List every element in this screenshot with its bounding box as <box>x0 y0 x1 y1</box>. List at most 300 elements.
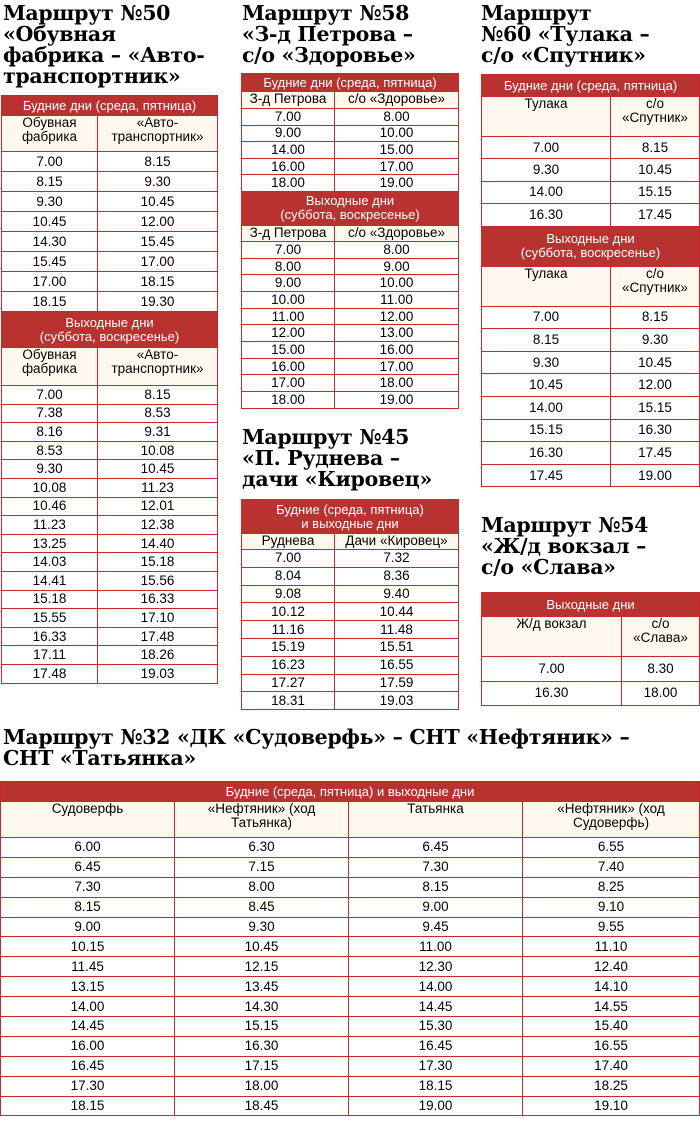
table-row <box>482 681 700 706</box>
table-row <box>1 897 700 917</box>
time-cell: 12.00 <box>98 212 218 232</box>
time-cell: 14.00 <box>242 142 335 159</box>
column-header-line: «Нефтяник» (ход <box>207 801 316 816</box>
table-row <box>482 137 700 159</box>
table-row <box>482 657 700 682</box>
time-cell: 7.00 <box>2 152 98 172</box>
column-header <box>2 116 98 152</box>
time-cell: 12.00 <box>611 374 700 397</box>
table-row <box>242 308 459 325</box>
time-cell: 17.27 <box>242 674 335 692</box>
time-cell: 7.15 <box>175 857 349 877</box>
time-cell: 18.15 <box>349 1076 523 1096</box>
time-cell: 9.30 <box>98 172 218 192</box>
time-cell: 16.55 <box>523 1036 700 1056</box>
time-cell: 9.30 <box>175 917 349 937</box>
time-cell: 8.00 <box>335 109 459 126</box>
section-band-label <box>482 226 700 266</box>
time-cell: 16.00 <box>242 158 335 175</box>
time-cell: 17.00 <box>335 158 459 175</box>
time-cell: 10.45 <box>175 937 349 957</box>
time-cell: 13.00 <box>335 325 459 342</box>
time-cell: 9.30 <box>2 192 98 212</box>
table-row <box>1 1096 700 1116</box>
column-header <box>482 617 622 657</box>
table-row <box>242 292 459 309</box>
time-cell: 8.15 <box>98 386 218 405</box>
section-band-label <box>482 593 700 617</box>
time-cell: 14.41 <box>2 571 98 590</box>
time-cell: 16.00 <box>335 342 459 359</box>
time-cell: 14.00 <box>349 977 523 997</box>
time-cell: 10.08 <box>98 441 218 460</box>
time-cell: 8.15 <box>2 172 98 192</box>
column-header <box>335 92 459 109</box>
column-header-line: с/о «Здоровье» <box>347 91 446 106</box>
time-cell: 10.45 <box>98 192 218 212</box>
column-header-line: с/о <box>651 616 670 631</box>
table-row <box>2 460 218 479</box>
title-line: с/о «Здоровье» <box>242 43 416 67</box>
column-header-row <box>482 97 700 137</box>
column-header-line: Ж/д вокзал <box>516 616 587 631</box>
time-cell: 15.18 <box>2 590 98 609</box>
table-row <box>242 567 459 585</box>
band-line: Будние (среда, пятница) <box>276 501 424 517</box>
table-row <box>2 192 218 212</box>
time-cell: 16.45 <box>349 1036 523 1056</box>
time-cell: 16.45 <box>1 1056 175 1076</box>
table-row <box>1 838 700 858</box>
time-cell: 12.30 <box>349 957 523 977</box>
section-band <box>2 96 218 116</box>
time-cell: 8.04 <box>242 567 335 585</box>
column-header-line: З-д Петрова <box>249 225 327 240</box>
table-row <box>2 232 218 252</box>
time-cell: 16.33 <box>98 590 218 609</box>
time-cell: 17.48 <box>98 627 218 646</box>
time-cell: 19.00 <box>335 175 459 192</box>
section-band-label <box>1 782 700 802</box>
table-row <box>2 627 218 646</box>
band-line: Выходные дни <box>546 231 635 247</box>
time-cell: 9.00 <box>1 917 175 937</box>
time-cell: 9.00 <box>349 897 523 917</box>
time-cell: 8.45 <box>175 897 349 917</box>
time-cell: 14.10 <box>523 977 700 997</box>
time-cell: 18.25 <box>523 1076 700 1096</box>
table-row <box>1 917 700 937</box>
time-cell: 9.30 <box>482 159 611 181</box>
time-cell: 15.19 <box>242 638 335 656</box>
column-header-line: с/о <box>645 96 664 111</box>
time-cell: 15.56 <box>98 571 218 590</box>
time-cell: 8.15 <box>1 897 175 917</box>
table-row <box>242 375 459 392</box>
time-cell: 14.03 <box>2 553 98 572</box>
time-cell: 10.00 <box>335 125 459 142</box>
time-cell: 7.32 <box>335 550 459 568</box>
time-cell: 18.15 <box>1 1096 175 1116</box>
table-row <box>2 590 218 609</box>
title-line: Маршрут №54 <box>481 513 649 537</box>
table-row <box>1 977 700 997</box>
column-header-line: Судоверфь <box>51 801 124 816</box>
column-header-row <box>242 534 459 550</box>
time-cell: 13.25 <box>2 534 98 553</box>
time-cell: 9.30 <box>611 329 700 352</box>
column-header <box>98 116 218 152</box>
table-row <box>242 692 459 710</box>
column-header-row <box>482 266 700 306</box>
time-cell: 17.45 <box>611 204 700 226</box>
time-cell: 8.00 <box>335 241 459 258</box>
time-cell: 16.30 <box>482 442 611 465</box>
time-cell: 17.00 <box>98 252 218 272</box>
title-line: «З-д Петрова – <box>242 22 413 46</box>
time-cell: 16.30 <box>175 1036 349 1056</box>
time-cell: 18.00 <box>335 375 459 392</box>
route-58-title <box>242 3 416 66</box>
section-band <box>1 782 700 802</box>
column-header-row <box>242 92 459 109</box>
time-cell: 9.45 <box>349 917 523 937</box>
band-line: и выходные дни <box>301 515 399 531</box>
table-row <box>242 325 459 342</box>
table-row <box>482 374 700 397</box>
section-band-label <box>2 312 218 348</box>
time-cell: 17.45 <box>482 464 611 487</box>
table-row <box>1 857 700 877</box>
title-line: №60 «Тулака – <box>481 22 650 46</box>
route-32-timetable <box>0 781 700 1116</box>
time-cell: 6.55 <box>523 838 700 858</box>
time-cell: 6.45 <box>349 838 523 858</box>
time-cell: 10.44 <box>335 603 459 621</box>
time-cell: 14.30 <box>2 232 98 252</box>
time-cell: 9.08 <box>242 585 335 603</box>
time-cell: 16.00 <box>1 1036 175 1056</box>
title-line: фабрика – «Авто- <box>3 43 205 67</box>
time-cell: 8.00 <box>175 877 349 897</box>
column-header <box>335 225 459 241</box>
time-cell: 6.45 <box>1 857 175 877</box>
table-row <box>242 603 459 621</box>
table-row <box>482 396 700 419</box>
route-50-timetable <box>1 95 218 684</box>
title-line: Маршрут <box>481 1 592 25</box>
title-line: Маршрут №45 <box>242 425 410 449</box>
time-cell: 19.30 <box>98 292 218 312</box>
column-header-line: Судоверфь) <box>572 815 650 830</box>
table-row <box>242 241 459 258</box>
time-cell: 18.15 <box>98 272 218 292</box>
table-row <box>2 609 218 628</box>
table-row <box>242 109 459 126</box>
column-header <box>242 225 335 241</box>
time-cell: 12.01 <box>98 497 218 516</box>
band-line: (суббота, воскресенье) <box>39 328 180 344</box>
time-cell: 13.45 <box>175 977 349 997</box>
time-cell: 15.18 <box>98 553 218 572</box>
table-row <box>242 621 459 639</box>
title-line: Маршрут №32 «ДК «Судоверфь» – СНТ «Нефтяник» – <box>3 725 630 749</box>
band-line: Будние (среда, пятница) и выходные дни <box>225 783 475 799</box>
column-header <box>611 97 700 137</box>
table-row <box>2 272 218 292</box>
time-cell: 19.03 <box>335 692 459 710</box>
time-cell: 16.30 <box>482 204 611 226</box>
time-cell: 11.16 <box>242 621 335 639</box>
time-cell: 17.10 <box>98 609 218 628</box>
time-cell: 11.00 <box>349 937 523 957</box>
time-cell: 11.00 <box>335 292 459 309</box>
time-cell: 8.00 <box>242 258 335 275</box>
column-header <box>175 802 349 838</box>
time-cell: 8.15 <box>482 329 611 352</box>
section-band-label <box>242 74 459 92</box>
time-cell: 8.15 <box>611 306 700 329</box>
time-cell: 16.23 <box>242 656 335 674</box>
time-cell: 14.00 <box>482 396 611 419</box>
column-header-line: Обувная <box>22 347 77 362</box>
table-row <box>2 404 218 423</box>
time-cell: 18.00 <box>175 1076 349 1096</box>
time-cell: 17.30 <box>349 1056 523 1076</box>
time-cell: 8.25 <box>523 877 700 897</box>
route-54-timetable <box>481 592 700 706</box>
table-row <box>1 1076 700 1096</box>
section-band-label <box>242 191 459 225</box>
table-row <box>2 497 218 516</box>
table-row <box>242 638 459 656</box>
time-cell: 16.33 <box>2 627 98 646</box>
column-header-line: Руднева <box>261 533 315 548</box>
title-line: дачи «Кировец» <box>242 467 433 491</box>
table-row <box>2 152 218 172</box>
title-line: «Ж/д вокзал – <box>481 534 647 558</box>
column-header-line: Тулака <box>524 96 568 111</box>
band-line: Выходные дни <box>305 193 395 209</box>
time-cell: 9.30 <box>482 351 611 374</box>
column-header-line: с/о <box>645 266 664 281</box>
time-cell: 15.55 <box>2 609 98 628</box>
time-cell: 6.30 <box>175 838 349 858</box>
time-cell: 17.30 <box>1 1076 175 1096</box>
route-45-title <box>242 427 432 490</box>
table-row <box>2 516 218 535</box>
time-cell: 17.00 <box>335 358 459 375</box>
column-header-line: Дачи «Кировец» <box>345 533 448 548</box>
time-cell: 14.45 <box>349 997 523 1017</box>
title-line: Маршрут №58 <box>242 1 410 25</box>
time-cell: 17.59 <box>335 674 459 692</box>
table-row <box>1 1036 700 1056</box>
title-line: с/о «Спутник» <box>481 43 646 67</box>
time-cell: 16.55 <box>335 656 459 674</box>
column-header <box>98 348 218 386</box>
band-line: Выходные дни <box>546 596 635 612</box>
table-row <box>1 1017 700 1037</box>
time-cell: 10.45 <box>611 159 700 181</box>
time-cell: 12.40 <box>523 957 700 977</box>
time-cell: 7.00 <box>482 657 622 682</box>
column-header <box>2 348 98 386</box>
section-band <box>242 74 459 92</box>
time-cell: 15.30 <box>349 1017 523 1037</box>
time-cell: 15.00 <box>335 142 459 159</box>
time-cell: 19.03 <box>98 664 218 683</box>
time-cell: 8.53 <box>98 404 218 423</box>
time-cell: 10.12 <box>242 603 335 621</box>
band-line: (суббота, воскресенье) <box>280 207 420 223</box>
column-header-line: «Спутник» <box>622 279 688 295</box>
table-row <box>2 292 218 312</box>
table-row <box>2 571 218 590</box>
time-cell: 14.45 <box>1 1017 175 1037</box>
column-header-row <box>1 802 700 838</box>
table-row <box>2 534 218 553</box>
table-row <box>482 181 700 203</box>
route-50-title <box>3 3 204 87</box>
table-row <box>482 204 700 226</box>
section-band <box>242 191 459 225</box>
time-cell: 10.45 <box>2 212 98 232</box>
column-header-line: «Слава» <box>633 630 688 645</box>
time-cell: 19.10 <box>523 1096 700 1116</box>
section-band <box>2 312 218 348</box>
table-row <box>482 464 700 487</box>
time-cell: 18.26 <box>98 646 218 665</box>
time-cell: 18.45 <box>175 1096 349 1116</box>
time-cell: 10.15 <box>1 937 175 957</box>
table-row <box>482 351 700 374</box>
time-cell: 15.45 <box>98 232 218 252</box>
table-row <box>482 442 700 465</box>
time-cell: 14.40 <box>98 534 218 553</box>
time-cell: 9.00 <box>242 275 335 292</box>
column-header-line: Тулака <box>524 266 568 281</box>
time-cell: 12.15 <box>175 957 349 977</box>
time-cell: 6.00 <box>1 838 175 858</box>
time-cell: 11.23 <box>98 478 218 497</box>
time-cell: 15.15 <box>482 419 611 442</box>
band-line: Выходные дни <box>65 314 154 330</box>
time-cell: 11.10 <box>523 937 700 957</box>
time-cell: 12.00 <box>242 325 335 342</box>
column-header <box>482 97 611 137</box>
time-cell: 15.40 <box>523 1017 700 1037</box>
section-band-label <box>482 75 700 97</box>
table-row <box>2 386 218 405</box>
time-cell: 7.00 <box>2 386 98 405</box>
time-cell: 16.00 <box>242 358 335 375</box>
column-header-line: «Нефтяник» (ход <box>557 801 665 816</box>
table-row <box>1 937 700 957</box>
time-cell: 7.30 <box>349 857 523 877</box>
time-cell: 17.48 <box>2 664 98 683</box>
time-cell: 11.48 <box>335 621 459 639</box>
time-cell: 9.10 <box>523 897 700 917</box>
route-32-title <box>3 727 629 769</box>
column-header <box>482 266 611 306</box>
column-header <box>242 92 335 109</box>
time-cell: 15.15 <box>611 181 700 203</box>
time-cell: 11.23 <box>2 516 98 535</box>
table-row <box>2 252 218 272</box>
column-header-line: Татьянка) <box>230 815 293 830</box>
time-cell: 19.00 <box>611 464 700 487</box>
column-header-line: с/о «Здоровье» <box>347 225 446 240</box>
route-60-title <box>481 3 649 66</box>
time-cell: 8.16 <box>2 423 98 442</box>
time-cell: 17.45 <box>611 442 700 465</box>
title-line: с/о «Слава» <box>481 555 616 579</box>
time-cell: 12.38 <box>98 516 218 535</box>
time-cell: 10.45 <box>98 460 218 479</box>
column-header-row <box>242 225 459 241</box>
time-cell: 11.45 <box>1 957 175 977</box>
time-cell: 7.40 <box>523 857 700 877</box>
time-cell: 18.00 <box>622 681 700 706</box>
table-row <box>2 553 218 572</box>
table-row <box>2 646 218 665</box>
time-cell: 8.53 <box>2 441 98 460</box>
table-row <box>482 159 700 181</box>
time-cell: 17.00 <box>242 375 335 392</box>
table-row <box>242 275 459 292</box>
time-cell: 7.38 <box>2 404 98 423</box>
time-cell: 10.08 <box>2 478 98 497</box>
time-cell: 10.00 <box>335 275 459 292</box>
time-cell: 16.30 <box>611 419 700 442</box>
time-cell: 11.00 <box>242 308 335 325</box>
column-header <box>523 802 700 838</box>
time-cell: 14.30 <box>175 997 349 1017</box>
time-cell: 9.30 <box>2 460 98 479</box>
table-row <box>242 392 459 409</box>
column-header-line: фабрика <box>21 361 78 376</box>
time-cell: 10.00 <box>242 292 335 309</box>
time-cell: 14.00 <box>482 181 611 203</box>
column-header <box>611 266 700 306</box>
time-cell: 9.31 <box>98 423 218 442</box>
time-cell: 17.15 <box>175 1056 349 1076</box>
time-cell: 14.00 <box>1 997 175 1017</box>
column-header-line: Татьянка <box>407 801 464 816</box>
table-row <box>482 329 700 352</box>
table-row <box>242 550 459 568</box>
table-row <box>242 158 459 175</box>
time-cell: 9.40 <box>335 585 459 603</box>
route-58-timetable <box>241 73 459 409</box>
time-cell: 10.46 <box>2 497 98 516</box>
time-cell: 15.15 <box>611 396 700 419</box>
section-band-label <box>2 96 218 116</box>
time-cell: 16.30 <box>482 681 622 706</box>
column-header <box>242 534 335 550</box>
route-45-timetable <box>241 499 459 710</box>
column-header <box>1 802 175 838</box>
time-cell: 18.15 <box>2 292 98 312</box>
time-cell: 8.15 <box>349 877 523 897</box>
title-line: транспортник» <box>3 64 181 88</box>
band-line: Будние дни (среда, пятница) <box>22 97 197 113</box>
table-row <box>1 877 700 897</box>
table-row <box>1 957 700 977</box>
column-header-line: транспортник» <box>111 129 204 144</box>
band-line: Будние дни (среда, пятница) <box>503 77 678 93</box>
